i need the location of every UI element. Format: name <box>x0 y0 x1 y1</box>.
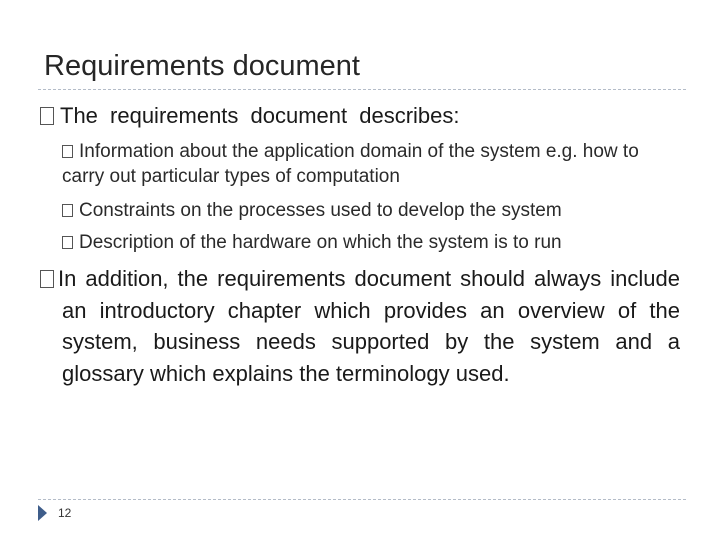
footer-divider <box>38 499 686 500</box>
slide-title: Requirements document <box>44 50 360 82</box>
bullet-point-2 <box>40 263 680 389</box>
sub-bullet-2 <box>62 198 682 223</box>
sub-bullet-2-text: Constraints on the processes used to develop the system <box>79 200 562 221</box>
checkbox-bullet-icon <box>40 270 54 288</box>
sub-bullet-3 <box>62 230 682 255</box>
checkbox-bullet-icon <box>62 236 73 249</box>
sub-bullet-1 <box>62 139 682 189</box>
checkbox-bullet-icon <box>62 145 73 158</box>
checkbox-bullet-icon <box>40 107 54 125</box>
footer-arrow-icon <box>38 505 47 521</box>
bullet-point-2-text: In addition, the requirements document should always include an introductory chapter which provides an overview of the system, business needs supported by the system and a glossary which explains the terminology used. <box>58 266 680 386</box>
sub-bullet-1-text: Information about the application domain of the system e.g. how to carry out particular types of computation <box>62 141 639 187</box>
bullet-point-1 <box>40 100 680 132</box>
bullet-point-1-text: The requirements document describes: <box>60 103 460 128</box>
sub-bullet-3-text: Description of the hardware on which the system is to run <box>79 232 562 253</box>
checkbox-bullet-icon <box>62 204 73 217</box>
page-number: 12 <box>58 506 72 520</box>
title-divider <box>38 89 686 90</box>
